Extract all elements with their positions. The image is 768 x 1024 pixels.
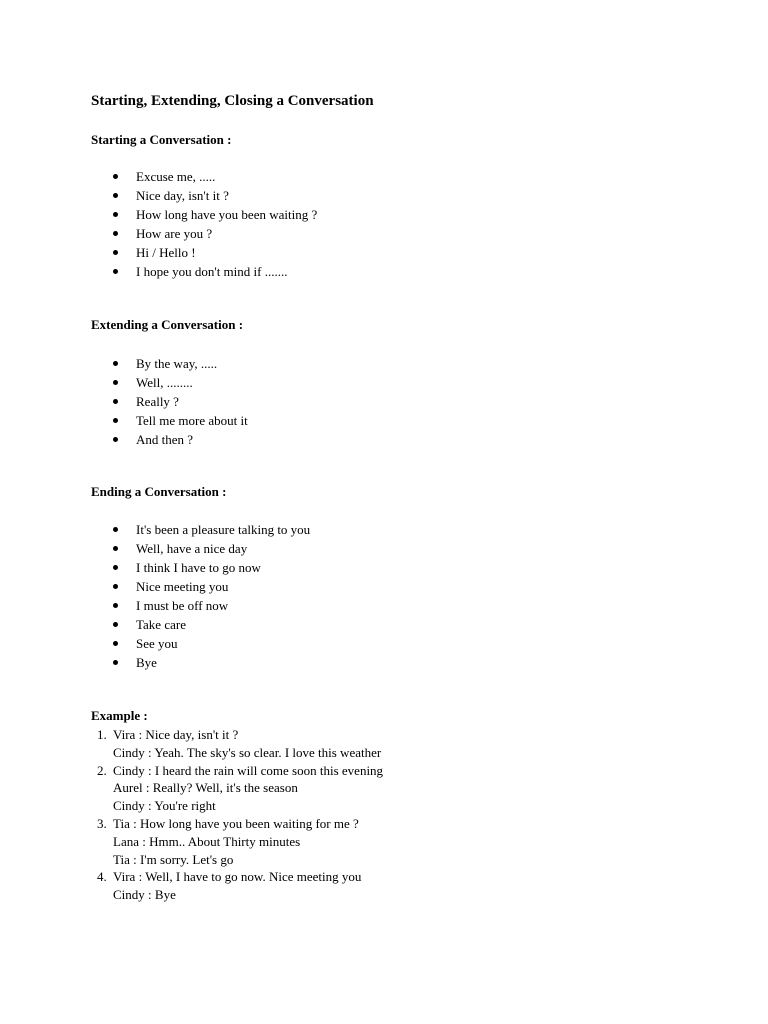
bullet-icon <box>113 418 118 423</box>
dialogue-line: Cindy : Bye <box>113 887 176 903</box>
list-item <box>0 653 700 672</box>
list-item-text: I must be off now <box>136 598 229 613</box>
list-item <box>0 411 700 430</box>
bullet-icon <box>113 361 118 366</box>
list-item-text: It's been a pleasure talking to you <box>136 522 311 537</box>
list-item-text: Well, have a nice day <box>136 541 248 556</box>
list-item-text: Excuse me, ..... <box>136 169 216 184</box>
list-item <box>0 354 700 373</box>
example-number: 3. <box>97 815 107 831</box>
list-item <box>0 167 700 186</box>
example-item <box>0 868 700 904</box>
page-title: Starting, Extending, Closing a Conversation <box>91 93 374 109</box>
list-item <box>0 243 700 262</box>
dialogue-line: Tia : I'm sorry. Let's go <box>113 851 234 867</box>
bullet-icon <box>113 399 118 404</box>
dialogue-line: Lana : Hmm.. About Thirty minutes <box>113 833 301 849</box>
dialogue-line: Cindy : I heard the rain will come soon this evening <box>113 762 384 778</box>
section-heading-extending: Extending a Conversation : <box>91 317 244 332</box>
starting-phrases-list <box>0 167 700 281</box>
bullet-icon <box>113 269 118 274</box>
section-heading-starting: Starting a Conversation : <box>91 132 232 147</box>
list-item-text: Really ? <box>136 394 179 409</box>
bullet-icon <box>113 622 118 627</box>
list-item <box>0 186 700 205</box>
list-item <box>0 596 700 615</box>
section-heading-ending: Ending a Conversation : <box>91 484 227 499</box>
dialogue-line: Tia : How long have you been waiting for me ? <box>113 815 359 831</box>
example-item <box>0 815 700 868</box>
list-item-text: Take care <box>136 617 186 632</box>
list-item <box>0 577 700 596</box>
list-item-text: And then ? <box>136 432 194 447</box>
list-item-text: See you <box>136 636 178 651</box>
dialogue-line: Cindy : Yeah. The sky's so clear. I love this weather <box>113 744 382 760</box>
bullet-icon <box>113 437 118 442</box>
bullet-icon <box>113 603 118 608</box>
dialogue-line: Cindy : You're right <box>113 798 216 814</box>
list-item <box>0 634 700 653</box>
list-item-text: How are you ? <box>136 226 213 241</box>
list-item-text: By the way, ..... <box>136 356 218 371</box>
example-item <box>0 726 700 762</box>
example-item <box>0 762 700 815</box>
bullet-icon <box>113 565 118 570</box>
ending-phrases-list <box>0 520 700 672</box>
dialogue-line: Aurel : Really? Well, it's the season <box>113 780 298 796</box>
list-item <box>0 539 700 558</box>
list-item-text: Nice meeting you <box>136 579 229 594</box>
bullet-icon <box>113 641 118 646</box>
list-item <box>0 373 700 392</box>
list-item <box>0 558 700 577</box>
list-item-text: Tell me more about it <box>136 413 248 428</box>
list-item <box>0 520 700 539</box>
list-item <box>0 224 700 243</box>
list-item <box>0 615 700 634</box>
list-item-text: I think I have to go now <box>136 560 261 575</box>
list-item-text: Nice day, isn't it ? <box>136 188 229 203</box>
list-item-text: Bye <box>136 655 157 670</box>
bullet-icon <box>113 231 118 236</box>
example-number: 4. <box>97 869 107 885</box>
bullet-icon <box>113 250 118 255</box>
list-item <box>0 262 700 281</box>
bullet-icon <box>113 584 118 589</box>
list-item-text: Hi / Hello ! <box>136 245 196 260</box>
bullet-icon <box>113 174 118 179</box>
dialogue-line: Vira : Nice day, isn't it ? <box>113 727 239 742</box>
extending-phrases-list <box>0 354 700 449</box>
example-number: 2. <box>97 762 107 778</box>
list-item-text: How long have you been waiting ? <box>136 207 318 222</box>
bullet-icon <box>113 380 118 385</box>
bullet-icon <box>113 193 118 198</box>
list-item <box>0 430 700 449</box>
example-list <box>0 726 700 904</box>
bullet-icon <box>113 212 118 217</box>
list-item-text: Well, ........ <box>136 375 193 390</box>
list-item <box>0 205 700 224</box>
list-item-text: I hope you don't mind if ....... <box>136 264 288 279</box>
dialogue-line: Vira : Well, I have to go now. Nice meeting you <box>113 869 362 885</box>
list-item <box>0 392 700 411</box>
bullet-icon <box>113 527 118 532</box>
bullet-icon <box>113 660 118 665</box>
bullet-icon <box>113 546 118 551</box>
example-number: 1. <box>97 727 107 742</box>
example-heading: Example : <box>91 708 148 723</box>
